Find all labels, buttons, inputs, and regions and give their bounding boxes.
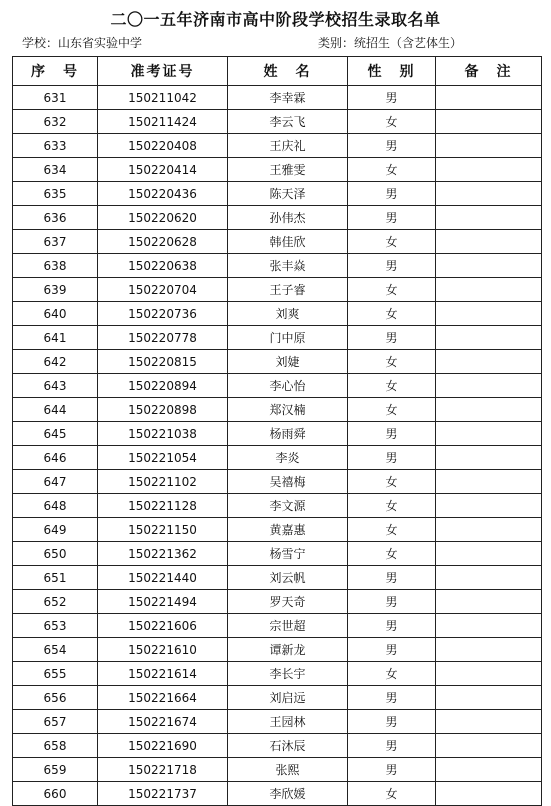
cell-remarks: [436, 542, 542, 566]
cell-gender: 女: [348, 470, 436, 494]
cell-gender: 男: [348, 614, 436, 638]
cell-seq: 644: [13, 398, 98, 422]
table-row: [13, 614, 542, 638]
cell-seq: 631: [13, 86, 98, 110]
cell-remarks: [436, 422, 542, 446]
cell-exam-number: 150221664: [98, 686, 228, 710]
cell-name: 谭新龙: [228, 638, 348, 662]
cell-name: 王雅雯: [228, 158, 348, 182]
cell-exam-number: 150221674: [98, 710, 228, 734]
cell-exam-number: 150221362: [98, 542, 228, 566]
cell-seq: 654: [13, 638, 98, 662]
cell-gender: 女: [348, 110, 436, 134]
table-row: [13, 110, 542, 134]
cell-gender: 男: [348, 86, 436, 110]
cell-name: 王子睿: [228, 278, 348, 302]
table-row: [13, 158, 542, 182]
cell-remarks: [436, 662, 542, 686]
cell-seq: 652: [13, 590, 98, 614]
cell-remarks: [436, 374, 542, 398]
cell-exam-number: 150220408: [98, 134, 228, 158]
cell-gender: 女: [348, 398, 436, 422]
cell-seq: 649: [13, 518, 98, 542]
cell-name: 吴禧梅: [228, 470, 348, 494]
cell-remarks: [436, 278, 542, 302]
table-row: [13, 134, 542, 158]
table-row: [13, 542, 542, 566]
cell-exam-number: 150221494: [98, 590, 228, 614]
cell-seq: 636: [13, 206, 98, 230]
cell-remarks: [436, 110, 542, 134]
cell-exam-number: 150220736: [98, 302, 228, 326]
cell-remarks: [436, 638, 542, 662]
cell-exam-number: 150220704: [98, 278, 228, 302]
cell-name: 刘婕: [228, 350, 348, 374]
cell-name: 李云飞: [228, 110, 348, 134]
cell-seq: 651: [13, 566, 98, 590]
cell-seq: 637: [13, 230, 98, 254]
cell-gender: 女: [348, 278, 436, 302]
cell-name: 李长宇: [228, 662, 348, 686]
header-remarks: 备 注: [436, 57, 542, 86]
cell-exam-number: 150221606: [98, 614, 228, 638]
cell-exam-number: 150220414: [98, 158, 228, 182]
cell-name: 王庆礼: [228, 134, 348, 158]
cell-remarks: [436, 494, 542, 518]
cell-remarks: [436, 158, 542, 182]
cell-gender: 男: [348, 758, 436, 782]
cell-gender: 男: [348, 446, 436, 470]
cell-remarks: [436, 254, 542, 278]
cell-remarks: [436, 686, 542, 710]
cell-seq: 657: [13, 710, 98, 734]
cell-name: 刘启远: [228, 686, 348, 710]
cell-gender: 男: [348, 734, 436, 758]
table-row: [13, 422, 542, 446]
cell-remarks: [436, 302, 542, 326]
cell-seq: 634: [13, 158, 98, 182]
cell-gender: 男: [348, 710, 436, 734]
cell-remarks: [436, 590, 542, 614]
cell-exam-number: 150220628: [98, 230, 228, 254]
cell-name: 郑汉楠: [228, 398, 348, 422]
cell-exam-number: 150221128: [98, 494, 228, 518]
cell-seq: 632: [13, 110, 98, 134]
cell-seq: 655: [13, 662, 98, 686]
table-row: [13, 350, 542, 374]
cell-name: 李欣媛: [228, 782, 348, 806]
table-row: [13, 374, 542, 398]
cell-remarks: [436, 446, 542, 470]
document-title: 二〇一五年济南市高中阶段学校招生录取名单: [110, 10, 441, 29]
cell-name: 宗世超: [228, 614, 348, 638]
cell-exam-number: 150221718: [98, 758, 228, 782]
cell-remarks: [436, 206, 542, 230]
header-seq: 序 号: [13, 57, 98, 86]
cell-exam-number: 150221737: [98, 782, 228, 806]
school-label: 学校：山东省实验中学: [22, 36, 143, 50]
cell-gender: 男: [348, 206, 436, 230]
cell-name: 杨雪宁: [228, 542, 348, 566]
table-row: [13, 326, 542, 350]
cell-seq: 643: [13, 374, 98, 398]
cell-remarks: [436, 566, 542, 590]
cell-name: 李幸霖: [228, 86, 348, 110]
table-row: [13, 590, 542, 614]
cell-exam-number: 150220436: [98, 182, 228, 206]
table-header-row: [13, 57, 542, 86]
cell-remarks: [436, 782, 542, 806]
table-row: [13, 398, 542, 422]
cell-name: 韩佳欣: [228, 230, 348, 254]
cell-name: 门中原: [228, 326, 348, 350]
cell-gender: 女: [348, 374, 436, 398]
header-name: 姓 名: [228, 57, 348, 86]
cell-seq: 659: [13, 758, 98, 782]
cell-seq: 660: [13, 782, 98, 806]
cell-gender: 女: [348, 350, 436, 374]
cell-name: 李心怡: [228, 374, 348, 398]
table-row: [13, 494, 542, 518]
cell-seq: 645: [13, 422, 98, 446]
cell-name: 孙伟杰: [228, 206, 348, 230]
table-row: [13, 638, 542, 662]
cell-exam-number: 150220778: [98, 326, 228, 350]
table-row: [13, 566, 542, 590]
cell-gender: 男: [348, 134, 436, 158]
cell-gender: 男: [348, 182, 436, 206]
table-row: [13, 230, 542, 254]
cell-remarks: [436, 230, 542, 254]
cell-seq: 656: [13, 686, 98, 710]
cell-gender: 女: [348, 230, 436, 254]
cell-remarks: [436, 470, 542, 494]
cell-seq: 647: [13, 470, 98, 494]
table-row: [13, 686, 542, 710]
cell-gender: 男: [348, 422, 436, 446]
cell-exam-number: 150221054: [98, 446, 228, 470]
cell-gender: 女: [348, 302, 436, 326]
cell-seq: 641: [13, 326, 98, 350]
cell-gender: 男: [348, 566, 436, 590]
cell-remarks: [436, 398, 542, 422]
cell-exam-number: 150220638: [98, 254, 228, 278]
table-body: [13, 86, 542, 806]
cell-seq: 650: [13, 542, 98, 566]
cell-seq: 646: [13, 446, 98, 470]
cell-exam-number: 150211042: [98, 86, 228, 110]
cell-seq: 658: [13, 734, 98, 758]
cell-seq: 639: [13, 278, 98, 302]
cell-name: 刘爽: [228, 302, 348, 326]
cell-gender: 女: [348, 542, 436, 566]
cell-exam-number: 150220815: [98, 350, 228, 374]
cell-name: 李文源: [228, 494, 348, 518]
category-label: 类别：统招生（含艺体生）: [318, 36, 463, 50]
table-row: [13, 254, 542, 278]
cell-seq: 633: [13, 134, 98, 158]
cell-remarks: [436, 758, 542, 782]
table-row: [13, 302, 542, 326]
cell-remarks: [436, 518, 542, 542]
table-row: [13, 206, 542, 230]
cell-name: 石沐辰: [228, 734, 348, 758]
cell-exam-number: 150220898: [98, 398, 228, 422]
cell-remarks: [436, 710, 542, 734]
cell-name: 黄嘉惠: [228, 518, 348, 542]
cell-gender: 男: [348, 638, 436, 662]
cell-exam-number: 150220894: [98, 374, 228, 398]
cell-seq: 653: [13, 614, 98, 638]
cell-gender: 女: [348, 158, 436, 182]
cell-gender: 男: [348, 686, 436, 710]
cell-name: 杨雨舜: [228, 422, 348, 446]
cell-seq: 638: [13, 254, 98, 278]
cell-name: 王园林: [228, 710, 348, 734]
cell-remarks: [436, 326, 542, 350]
table-row: [13, 182, 542, 206]
cell-exam-number: 150221440: [98, 566, 228, 590]
cell-gender: 男: [348, 590, 436, 614]
cell-remarks: [436, 182, 542, 206]
cell-exam-number: 150221038: [98, 422, 228, 446]
cell-remarks: [436, 734, 542, 758]
cell-gender: 女: [348, 518, 436, 542]
header-exam-number: 准考证号: [98, 57, 228, 86]
cell-name: 张丰焱: [228, 254, 348, 278]
cell-exam-number: 150211424: [98, 110, 228, 134]
admission-table: [12, 56, 542, 806]
cell-gender: 女: [348, 662, 436, 686]
cell-exam-number: 150221610: [98, 638, 228, 662]
table-row: [13, 518, 542, 542]
cell-remarks: [436, 86, 542, 110]
table-row: [13, 662, 542, 686]
cell-exam-number: 150221614: [98, 662, 228, 686]
cell-name: 罗天奇: [228, 590, 348, 614]
cell-exam-number: 150220620: [98, 206, 228, 230]
cell-seq: 640: [13, 302, 98, 326]
cell-seq: 635: [13, 182, 98, 206]
cell-seq: 642: [13, 350, 98, 374]
cell-gender: 女: [348, 494, 436, 518]
cell-remarks: [436, 350, 542, 374]
cell-name: 刘云帆: [228, 566, 348, 590]
cell-exam-number: 150221690: [98, 734, 228, 758]
cell-remarks: [436, 614, 542, 638]
cell-exam-number: 150221150: [98, 518, 228, 542]
table-row: [13, 446, 542, 470]
table-row: [13, 782, 542, 806]
table-row: [13, 86, 542, 110]
table-row: [13, 278, 542, 302]
cell-exam-number: 150221102: [98, 470, 228, 494]
cell-gender: 男: [348, 254, 436, 278]
table-row: [13, 734, 542, 758]
cell-seq: 648: [13, 494, 98, 518]
table-row: [13, 758, 542, 782]
table-row: [13, 710, 542, 734]
cell-gender: 女: [348, 782, 436, 806]
table-row: [13, 470, 542, 494]
cell-gender: 男: [348, 326, 436, 350]
cell-name: 张熙: [228, 758, 348, 782]
header-gender: 性 别: [348, 57, 436, 86]
cell-name: 李炎: [228, 446, 348, 470]
cell-remarks: [436, 134, 542, 158]
cell-name: 陈天泽: [228, 182, 348, 206]
